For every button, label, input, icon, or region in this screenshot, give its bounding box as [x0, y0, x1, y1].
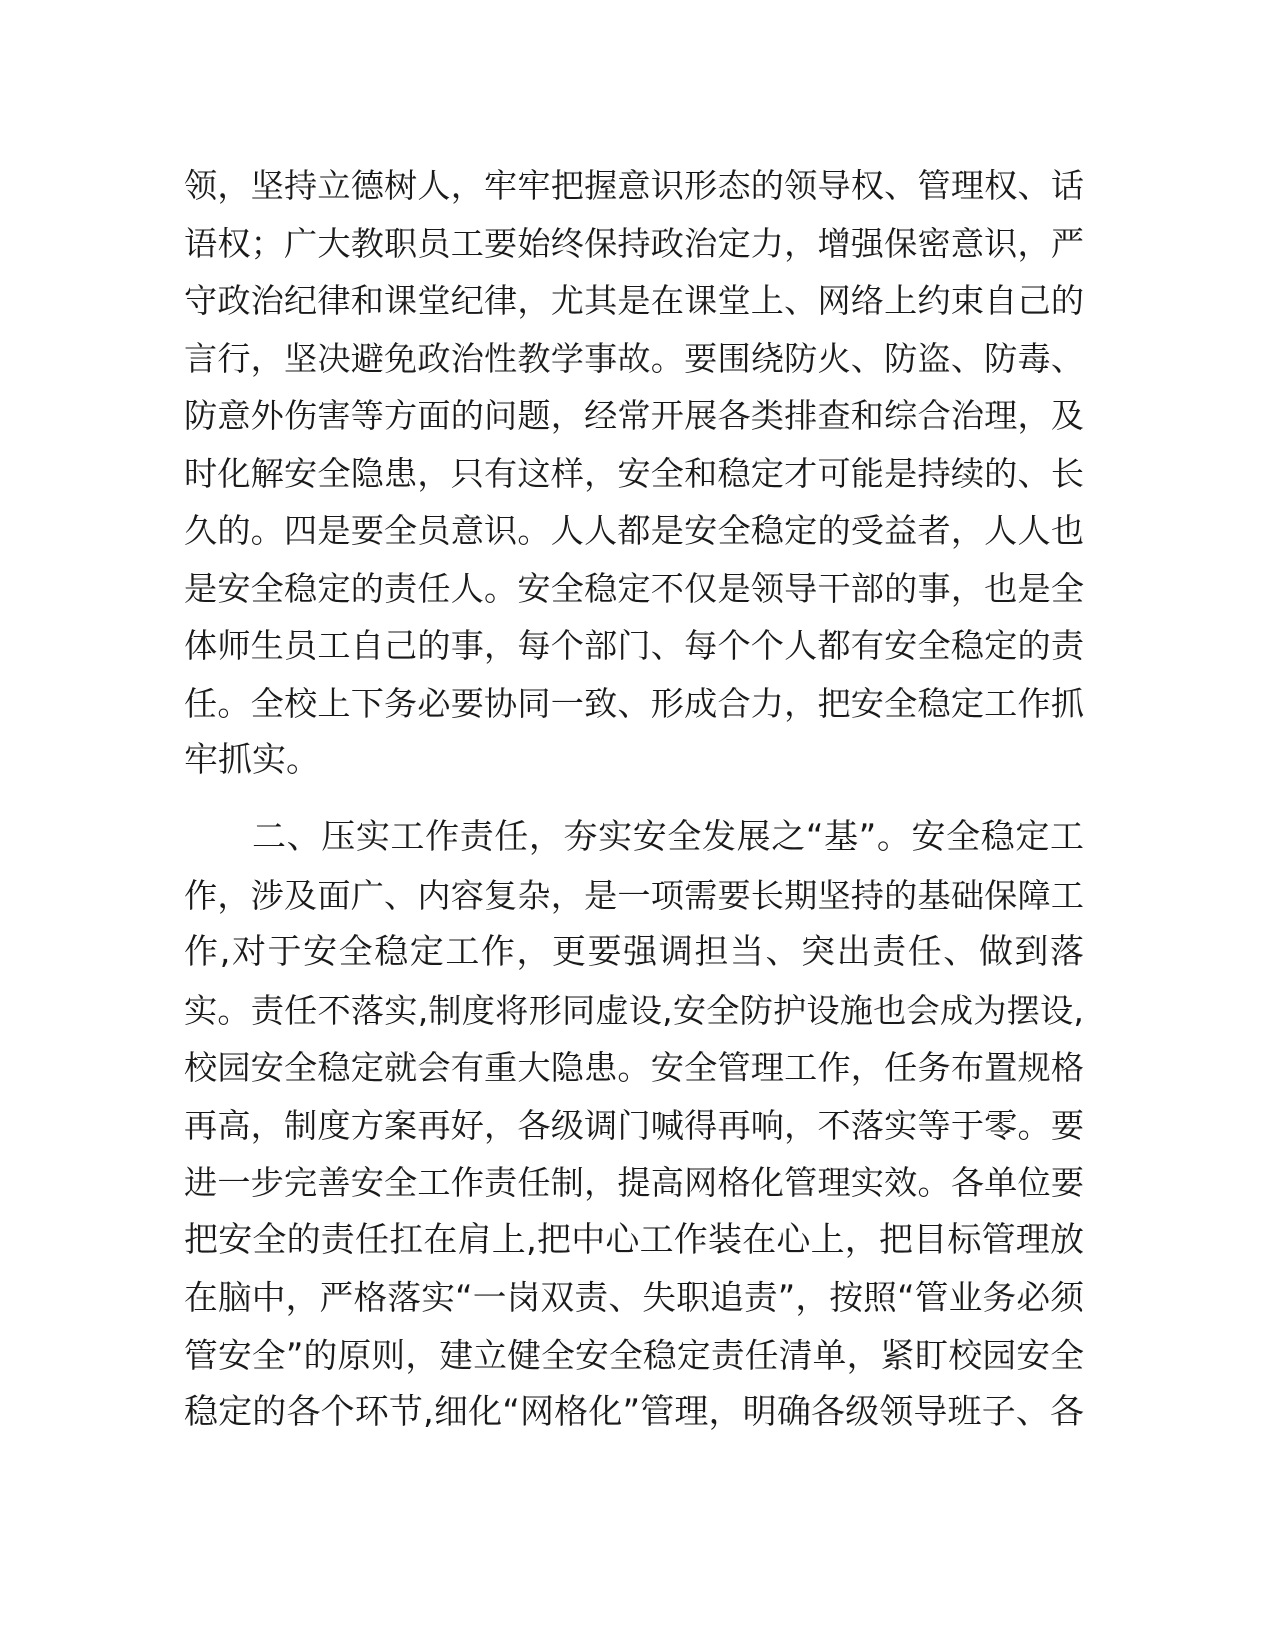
paragraph-line: 任。全校上下务必要协同一致、形成合力，把安全稳定工作抓	[184, 683, 1084, 723]
paragraph-line: 语权；广大教职员工要始终保持政治定力，增强保密意识，严	[184, 223, 1084, 263]
paragraph-line: 稳定的各个环节,细化“网格化”管理，明确各级领导班子、各	[184, 1392, 1084, 1432]
paragraph-line: 再高，制度方案再好，各级调门喊得再响，不落实等于零。要	[184, 1105, 1084, 1145]
paragraph-line: 作,对于安全稳定工作，更要强调担当、突出责任、做到落	[184, 932, 1084, 972]
paragraph-2	[184, 809, 1084, 1442]
paragraph-line: 作，涉及面广、内容复杂，是一项需要长期坚持的基础保障工	[184, 875, 1084, 915]
paragraph-line: 体师生员工自己的事，每个部门、每个个人都有安全稳定的责	[184, 626, 1084, 665]
paragraph-line: 管安全”的原则，建立健全安全稳定责任清单，紧盯校园安全	[184, 1335, 1084, 1375]
paragraph-line: 是安全稳定的责任人。安全稳定不仅是领导干部的事，也是全	[184, 568, 1084, 608]
paragraph-line: 久的。四是要全员意识。人人都是安全稳定的受益者，人人也	[184, 511, 1084, 550]
paragraph-line: 把安全的责任扛在肩上,把中心工作装在心上，把目标管理放	[184, 1219, 1084, 1260]
paragraph-line: 二、压实工作责任，夯实安全发展之“基”。安全稳定工	[252, 817, 1084, 857]
paragraph-line: 牢抓实。	[184, 740, 320, 780]
paragraph-line: 校园安全稳定就会有重大隐患。安全管理工作，任务布置规格	[184, 1048, 1084, 1087]
paragraph-line: 言行，坚决避免政治性教学事故。要围绕防火、防盗、防毒、	[184, 338, 1084, 378]
paragraph-1	[184, 157, 1084, 790]
paragraph-line: 领，坚持立德树人，牢牢把握意识形态的领导权、管理权、话	[184, 166, 1084, 205]
paragraph-line: 进一步完善安全工作责任制，提高网格化管理实效。各单位要	[184, 1163, 1084, 1202]
paragraph-line: 防意外伤害等方面的问题，经常开展各类排查和综合治理，及	[184, 396, 1084, 435]
paragraph-line: 时化解安全隐患，只有这样，安全和稳定才可能是持续的、长	[184, 453, 1084, 493]
paragraph-line: 实。责任不落实,制度将形同虚设,安全防护设施也会成为摆设,	[184, 990, 1084, 1030]
paragraph-line: 守政治纪律和课堂纪律，尤其是在课堂上、网络上约束自己的	[184, 281, 1084, 320]
paragraph-line: 在脑中，严格落实“一岗双责、失职追责”，按照“管业务必须	[184, 1278, 1084, 1317]
